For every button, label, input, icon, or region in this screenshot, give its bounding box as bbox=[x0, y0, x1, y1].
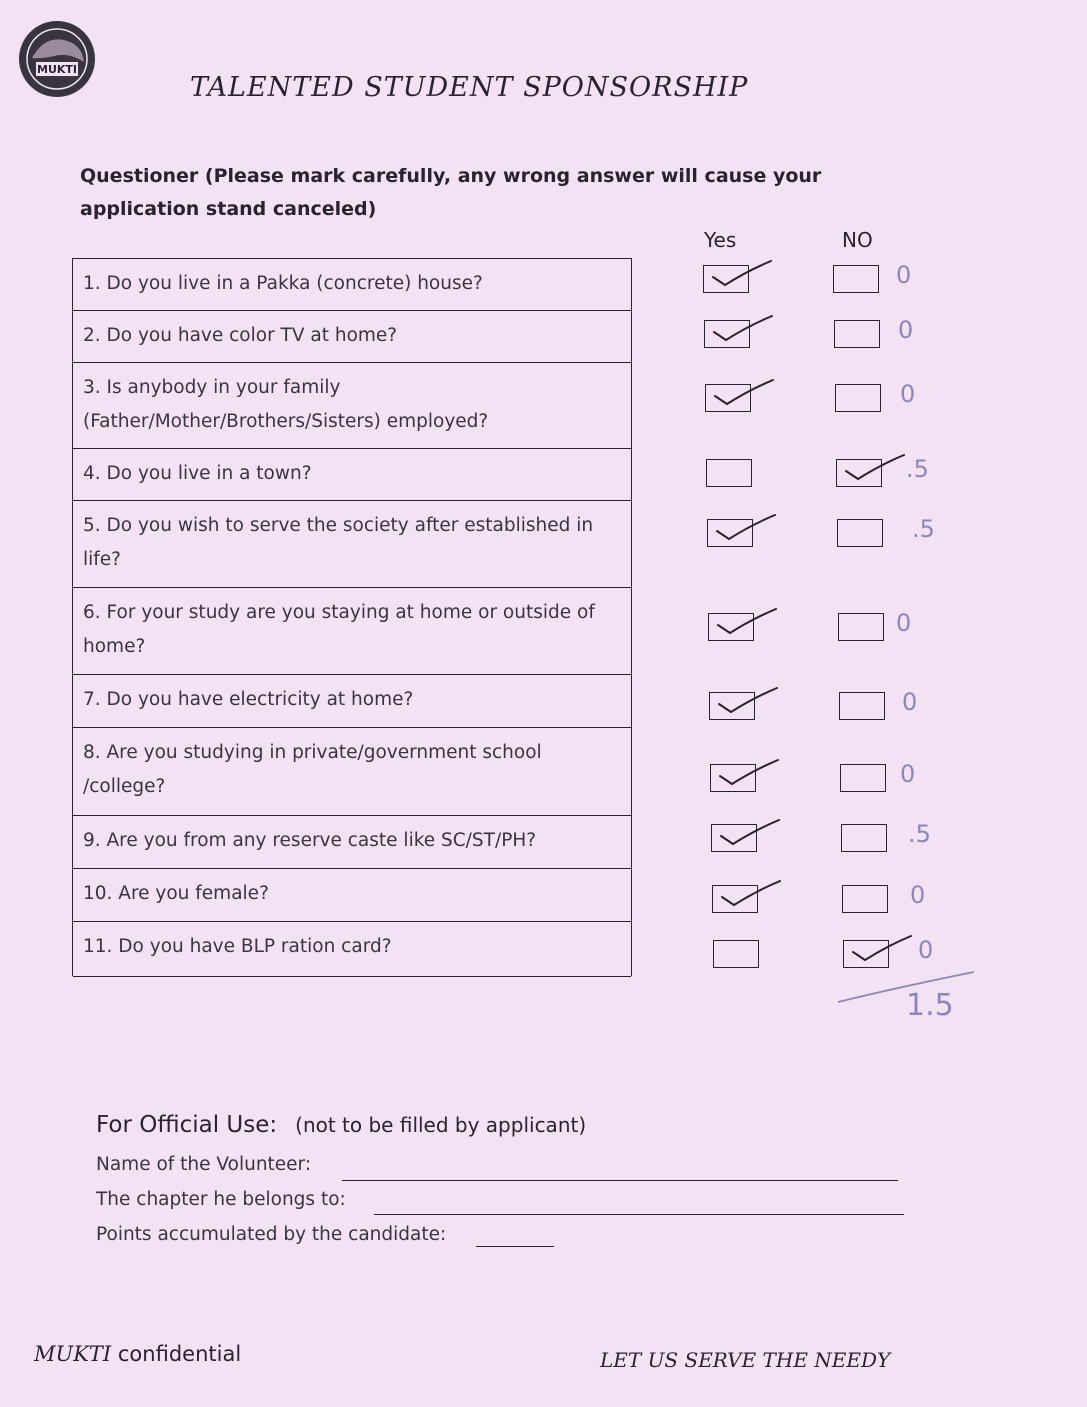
question-row: 6. For your study are you staying at home or outside of home? bbox=[73, 588, 631, 675]
points-line[interactable] bbox=[476, 1246, 554, 1247]
check-mark-icon bbox=[711, 509, 781, 549]
question-row: 3. Is anybody in your family (Father/Mother/Brothers/Sisters) employed? bbox=[73, 363, 631, 449]
question-score: .5 bbox=[906, 455, 929, 483]
yes-checkbox[interactable] bbox=[706, 459, 752, 487]
question-row: 9. Are you from any reserve caste like SC/ST/PH? bbox=[73, 816, 631, 869]
no-checkbox[interactable] bbox=[833, 265, 879, 293]
question-row: 11. Do you have BLP ration card? bbox=[73, 922, 631, 977]
no-column-header: NO bbox=[842, 228, 873, 252]
form-title: TALENTED STUDENT SPONSORSHIP bbox=[190, 72, 749, 103]
question-row: 7. Do you have electricity at home? bbox=[73, 675, 631, 728]
yes-checkbox[interactable] bbox=[713, 940, 759, 968]
official-use-heading bbox=[96, 1112, 586, 1138]
question-score: .5 bbox=[912, 515, 935, 543]
total-score: 1.5 bbox=[906, 988, 954, 1023]
no-checkbox[interactable] bbox=[841, 824, 887, 852]
no-checkbox[interactable] bbox=[834, 320, 880, 348]
check-mark-icon bbox=[709, 374, 779, 414]
question-row: 4. Do you live in a town? bbox=[73, 449, 631, 501]
question-row: 1. Do you live in a Pakka (concrete) house? bbox=[73, 259, 631, 311]
no-checkbox[interactable] bbox=[839, 692, 885, 720]
no-checkbox[interactable] bbox=[837, 519, 883, 547]
question-score: 0 bbox=[898, 316, 914, 344]
question-score: 0 bbox=[918, 936, 934, 964]
official-use-subtitle: (not to be filled by applicant) bbox=[295, 1113, 587, 1137]
no-checkbox[interactable] bbox=[840, 764, 886, 792]
check-mark-icon bbox=[712, 603, 782, 643]
check-mark-icon bbox=[707, 255, 777, 295]
questions-table bbox=[72, 258, 632, 976]
footer-confidential bbox=[34, 1342, 241, 1366]
volunteer-name-label: Name of the Volunteer: bbox=[96, 1154, 312, 1175]
points-label: Points accumulated by the candidate: bbox=[96, 1224, 447, 1245]
official-use-title: For Official Use: bbox=[96, 1112, 278, 1138]
chapter-line[interactable] bbox=[374, 1214, 904, 1215]
question-score: .5 bbox=[908, 820, 931, 848]
footer-confidential-text: confidential bbox=[117, 1342, 242, 1366]
no-checkbox[interactable] bbox=[842, 885, 888, 913]
question-score: 0 bbox=[902, 688, 918, 716]
volunteer-name-line[interactable] bbox=[342, 1180, 898, 1181]
question-row: 5. Do you wish to serve the society after established in life? bbox=[73, 501, 631, 588]
question-score: 0 bbox=[900, 760, 916, 788]
yes-column-header: Yes bbox=[704, 228, 737, 252]
question-score: 0 bbox=[900, 380, 916, 408]
chapter-label: The chapter he belongs to: bbox=[96, 1189, 346, 1210]
question-score: 0 bbox=[896, 609, 912, 637]
check-mark-icon bbox=[713, 682, 783, 722]
question-score: 0 bbox=[896, 261, 912, 289]
no-checkbox[interactable] bbox=[835, 384, 881, 412]
question-row: 2. Do you have color TV at home? bbox=[73, 311, 631, 363]
check-mark-icon bbox=[715, 814, 785, 854]
logo-text: MUKTI bbox=[37, 63, 77, 76]
check-mark-icon bbox=[716, 875, 786, 915]
question-row: 8. Are you studying in private/government school /college? bbox=[73, 728, 631, 816]
question-row: 10. Are you female? bbox=[73, 869, 631, 922]
check-mark-icon bbox=[714, 754, 784, 794]
check-mark-icon bbox=[708, 310, 778, 350]
no-checkbox[interactable] bbox=[838, 613, 884, 641]
footer-brand: MUKTI bbox=[34, 1342, 112, 1366]
question-score: 0 bbox=[910, 881, 926, 909]
check-mark-icon bbox=[840, 449, 910, 489]
footer-motto: LET US SERVE THE NEEDY bbox=[600, 1348, 891, 1372]
instructions-text: Questioner (Please mark carefully, any wrong answer will cause your application stand canceled) bbox=[80, 165, 822, 220]
mukti-logo bbox=[14, 18, 100, 100]
